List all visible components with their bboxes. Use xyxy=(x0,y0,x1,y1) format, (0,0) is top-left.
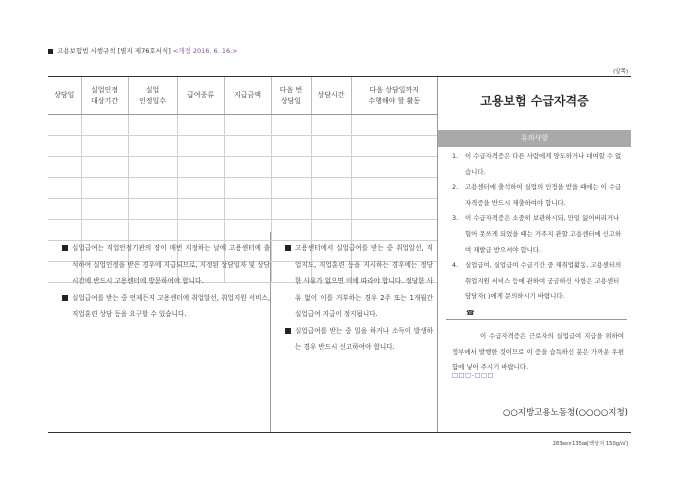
caution-list xyxy=(452,149,627,305)
table-row xyxy=(48,157,437,178)
serial-number: □□□-□□□ xyxy=(452,371,495,379)
column-header: 다음 번 상담일 xyxy=(271,77,311,115)
table-cell[interactable] xyxy=(81,178,128,199)
table-cell[interactable] xyxy=(81,115,128,136)
caution-text: 실업급여, 실업급여 수급기간 중 재취업활동, 고용센터의 취업지원 서비스 등에 관하여 궁금하신 사항은 고용센터 담당자( )에게 문의하시기 바랍니다. xyxy=(465,261,622,301)
table-cell[interactable] xyxy=(128,199,177,220)
document-title: 고용보험 수급자격증 xyxy=(480,94,589,108)
table-cell[interactable] xyxy=(271,220,311,241)
bottom-rule xyxy=(48,432,631,433)
purpose-text: 이 수급자격증은 근로자의 실업급여 지급을 위하여 정부에서 발행한 것이므로 이 증을 습득하신 분은 가까운 우편함에 넣어 주시기 바랍니다. xyxy=(452,332,624,372)
table-cell[interactable] xyxy=(81,157,128,178)
table-cell[interactable] xyxy=(177,157,224,178)
table-cell[interactable] xyxy=(271,115,311,136)
table-cell[interactable] xyxy=(177,199,224,220)
caution-text: 고용센터에 출석하여 실업의 인정을 받을 때에는 이 수급자격증을 반드시 제출하여야 합니다. xyxy=(465,183,622,207)
table-cell[interactable] xyxy=(128,220,177,241)
section-rule xyxy=(446,319,627,320)
table-cell[interactable] xyxy=(271,157,311,178)
side-label: (앞쪽) xyxy=(613,69,628,75)
table-cell[interactable] xyxy=(177,136,224,157)
table-cell[interactable] xyxy=(48,115,81,136)
table-row xyxy=(48,136,437,157)
table-cell[interactable] xyxy=(177,220,224,241)
table-cell[interactable] xyxy=(128,115,177,136)
notes-left xyxy=(62,240,270,323)
table-row xyxy=(48,199,437,220)
caution-heading: 유의사항 xyxy=(438,130,631,147)
caution-text: 이 수급자격증은 다른 사람에게 양도하거나 대여할 수 없습니다. xyxy=(465,152,622,176)
column-header: 실업인정 대상기간 xyxy=(81,77,128,115)
table-cell[interactable] xyxy=(224,220,271,241)
table-cell[interactable] xyxy=(351,178,437,199)
table-cell[interactable] xyxy=(81,199,128,220)
table-cell[interactable] xyxy=(351,157,437,178)
table-cell[interactable] xyxy=(224,199,271,220)
table-cell[interactable] xyxy=(311,199,351,220)
table-row xyxy=(48,115,437,136)
caution-number: 2. xyxy=(452,183,459,192)
caution-item xyxy=(452,211,627,258)
table-cell[interactable] xyxy=(311,178,351,199)
table-cell[interactable] xyxy=(271,136,311,157)
table-cell[interactable] xyxy=(351,199,437,220)
table-row xyxy=(48,220,437,241)
table-cell[interactable] xyxy=(311,220,351,241)
table-cell[interactable] xyxy=(224,115,271,136)
table-cell[interactable] xyxy=(351,136,437,157)
column-header: 급여종류 xyxy=(177,77,224,115)
table-cell[interactable] xyxy=(48,178,81,199)
table-cell[interactable] xyxy=(81,136,128,157)
caution-item xyxy=(452,149,627,180)
column-header: 상담시간 xyxy=(311,77,351,115)
column-header: 상담일 xyxy=(48,77,81,115)
table-cell[interactable] xyxy=(48,220,81,241)
column-header: 실업 인정일수 xyxy=(128,77,177,115)
table-cell[interactable] xyxy=(128,157,177,178)
table-cell[interactable] xyxy=(48,136,81,157)
caution-text: 이 수급자격증은 소중히 보관하시되, 만일 잃어버리거나 헐어 못쓰게 되었을 때는 거주지 관할 고용센터에 신고하여 재발급 받으셔야 합니다. xyxy=(465,214,622,254)
table-cell[interactable] xyxy=(311,157,351,178)
caution-number: 4. xyxy=(452,261,459,270)
caution-number: 1. xyxy=(452,152,459,160)
table-cell[interactable] xyxy=(128,136,177,157)
table-cell[interactable] xyxy=(177,178,224,199)
table-cell[interactable] xyxy=(177,115,224,136)
paper-spec: 283㎜×135㎜[백상지 150g/㎡] xyxy=(552,441,628,447)
table-cell[interactable] xyxy=(351,115,437,136)
table-row xyxy=(48,178,437,199)
table-cell[interactable] xyxy=(311,115,351,136)
note-item: 실업급여를 받는 중 일을 하거나 소득이 발생하는 경우 반드시 신고하여야 합니다. xyxy=(285,323,433,356)
table-cell[interactable] xyxy=(351,220,437,241)
column-header: 지급금액 xyxy=(224,77,271,115)
table-cell[interactable] xyxy=(311,136,351,157)
table-cell[interactable] xyxy=(48,157,81,178)
table-cell[interactable] xyxy=(271,178,311,199)
table-cell[interactable] xyxy=(224,136,271,157)
phone-icon: ☎ xyxy=(466,309,475,317)
caution-number: 3. xyxy=(452,214,459,223)
note-item: 실업급여를 받는 중 언제든지 고용센터에 취업알선, 취업지원 서비스, 직업훈련 상담 등을 요구할 수 있습니다. xyxy=(62,290,270,323)
caution-item xyxy=(452,258,627,305)
table-cell[interactable] xyxy=(224,157,271,178)
note-item: 실업급여는 직업안정기관의 장이 매번 지정하는 날에 고용센터에 출석하여 실업인정을 받은 경우에 지급되므로, 지정된 상담일자 및 상담시간에 반드시 고용센터에 방문하여야 합니다. xyxy=(62,240,270,290)
form-header xyxy=(48,46,238,55)
table-cell[interactable] xyxy=(224,178,271,199)
revision-text: <개정 2016. 6. 16.> xyxy=(172,47,238,55)
table-cell[interactable] xyxy=(81,220,128,241)
notes-right xyxy=(285,240,433,356)
table-cell[interactable] xyxy=(128,178,177,199)
table-cell[interactable] xyxy=(48,199,81,220)
column-header: 다음 상담일까지 수행해야 할 활동 xyxy=(351,77,437,115)
regulation-text: 고용보험법 시행규칙 [별지 제76호서식] xyxy=(57,47,171,55)
note-item: 고용센터에서 실업급여를 받는 중 취업알선, 직업지도, 직업훈련 등을 지시하는 경우에는 정당한 사유가 없으면 이에 따라야 합니다. 정당한 사유 없이 이를 거부하는 경우 2주 또는 1개월간 실업급여 지급이 정지됩니다. xyxy=(285,240,433,323)
bullet-icon xyxy=(48,49,53,54)
issuing-office: ○○지방고용노동청(○○○○지청) xyxy=(502,408,628,418)
table-cell[interactable] xyxy=(271,199,311,220)
caution-item xyxy=(452,180,627,211)
